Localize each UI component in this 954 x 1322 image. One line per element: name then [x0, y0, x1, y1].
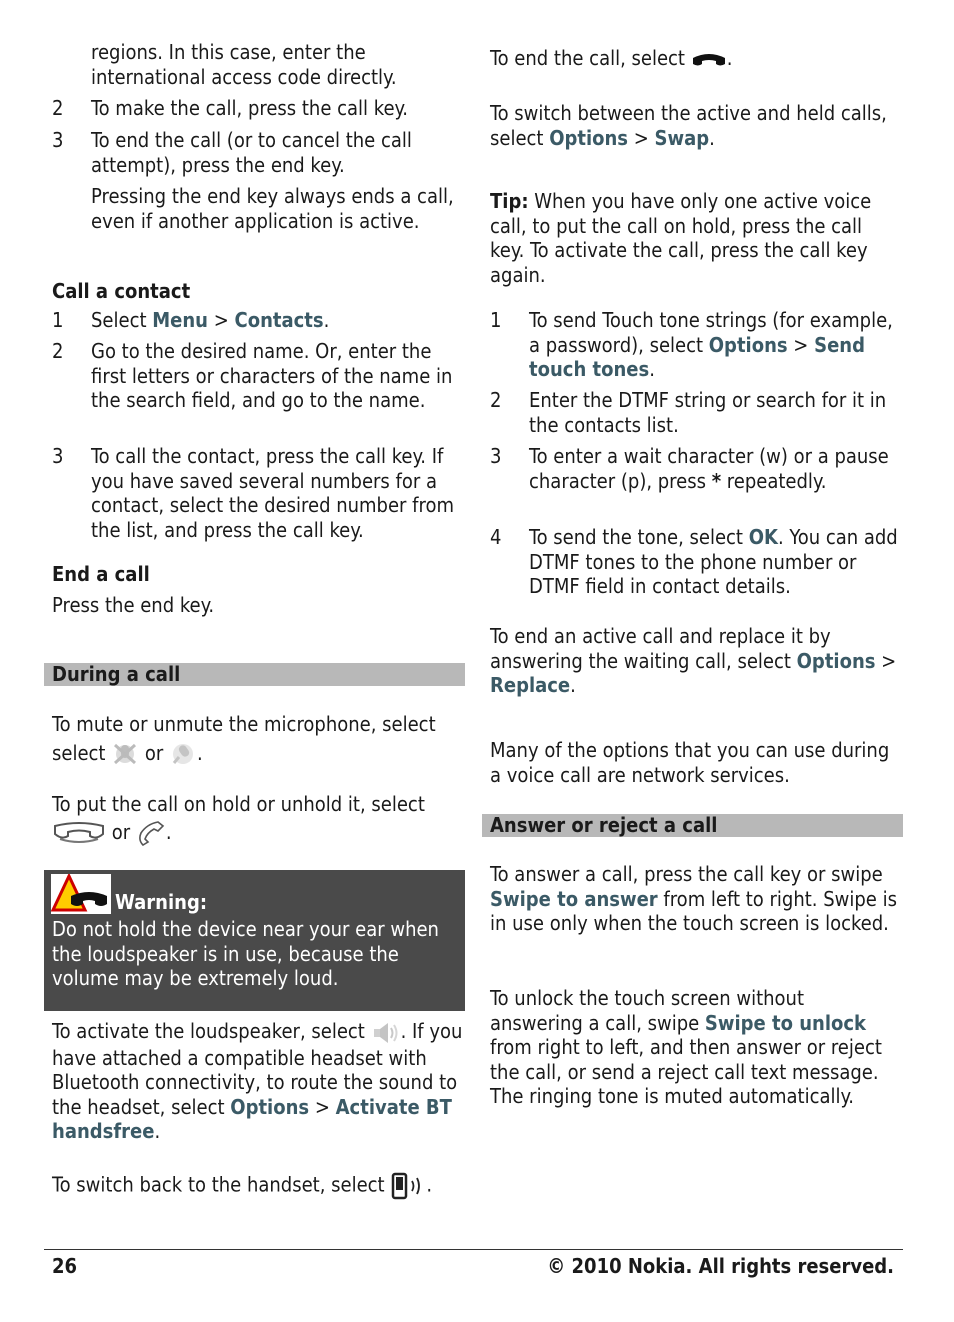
- ok-ref: OK: [748, 525, 778, 549]
- tip-label: Tip:: [490, 189, 529, 213]
- step-text: Go to the desired name. Or, enter the first letters or characters of the name in the search field, and go to the name.: [91, 339, 453, 412]
- end-call-text: Press the end key.: [52, 593, 215, 617]
- activate-bt-ref: Activate BT handsfree: [52, 1094, 452, 1143]
- handset-icon: [390, 1172, 426, 1200]
- section-bar-during-call: [44, 663, 465, 686]
- options-ref: Options: [230, 1094, 310, 1119]
- options-ref: Options: [549, 125, 629, 150]
- intro-continuation: regions. In this case, enter the international access code directly.: [91, 40, 397, 89]
- star-key: *: [711, 468, 722, 493]
- section-title: Answer or reject a call: [490, 813, 718, 837]
- section-bar-answer-reject: [482, 814, 903, 837]
- warning-icon: [51, 874, 111, 914]
- swipe-to-unlock-ref: Swipe to unlock: [704, 1010, 867, 1035]
- page-number: 26: [52, 1254, 78, 1278]
- loudspeaker-text: To activate the loudspeaker, select . If you have attached a compatible headset with Bluetooth connectivity, to route the sound to the headset, select Options > Activate BT handsfree.: [52, 1019, 463, 1143]
- list-item: [52, 444, 464, 542]
- note-text: Pressing the end key always ends a call, even if another application is active.: [91, 184, 454, 233]
- step-text: To make the call, press the call key.: [91, 96, 409, 120]
- warning-box: [44, 870, 465, 1011]
- handset-text: To switch back to the handset, select .: [52, 1172, 464, 1200]
- menu-ref: Menu: [152, 308, 208, 332]
- step-number: 4: [490, 525, 502, 549]
- list-item: [490, 444, 902, 493]
- list-item: [52, 96, 464, 121]
- footer-divider: [44, 1249, 903, 1250]
- step-number: 3: [490, 444, 502, 468]
- list-item: [490, 308, 902, 382]
- step-text: To end the call (or to cancel the call attempt), press the end key.: [91, 128, 412, 177]
- step-text: To send Touch tone strings (for example, a password), select Options > Send touch tones.: [529, 308, 893, 381]
- list-item: [490, 388, 902, 437]
- tip-text: Tip: When you have only one active voice call, to put the call on hold, press the call key. To activate the call, press the call key again.: [490, 189, 872, 287]
- list-item: [490, 525, 902, 599]
- hold-text: To put the call on hold or unhold it, select or .: [52, 792, 464, 846]
- step-number: 2: [52, 339, 64, 363]
- step-text: Enter the DTMF string or search for it in the contacts list.: [529, 388, 887, 437]
- unlock-text: To unlock the touch screen without answering a call, swipe Swipe to unlock from right to left, and then answer or reject the call, or send a reject call text message. The ringing tone is muted automatically.: [490, 986, 882, 1108]
- step-text: To enter a wait character (w) or a pause character (p), press * repeatedly.: [529, 444, 889, 493]
- unhold-call-icon: [136, 820, 166, 846]
- step-number: 3: [52, 444, 64, 468]
- step-text: To call the contact, press the call key. If you have saved several numbers for a contact, select the desired number from the list, and press the call key.: [91, 444, 454, 542]
- end-call-icon: [691, 50, 727, 70]
- list-item: [52, 339, 464, 413]
- mute-microphone-icon: [111, 741, 139, 767]
- unmute-microphone-icon: [169, 741, 197, 767]
- heading-call-contact: Call a contact: [52, 279, 191, 303]
- end-call-select-text: To end the call, select .: [490, 46, 733, 70]
- step-number: 2: [52, 96, 64, 120]
- section-title: During a call: [52, 662, 181, 686]
- swap-text: To switch between the active and held calls, select Options > Swap.: [490, 101, 887, 150]
- replace-ref: Replace: [490, 673, 571, 697]
- step-text: To send the tone, select OK. You can add DTMF tones to the phone number or DTMF field in contact details.: [529, 525, 898, 598]
- loudspeaker-icon: [371, 1020, 401, 1046]
- warning-text: Do not hold the device near your ear when the loudspeaker is in use, because the volume may be extremely loud.: [52, 917, 439, 990]
- copyright: © 2010 Nokia. All rights reserved.: [547, 1254, 894, 1278]
- options-ref: Options: [796, 648, 876, 673]
- list-item: [52, 308, 464, 333]
- step-number: 3: [52, 128, 64, 152]
- list-item: [52, 128, 464, 177]
- step-text: Select Menu > Contacts.: [91, 308, 330, 332]
- replace-text: To end an active call and replace it by answering the waiting call, select Options > Replace.: [490, 624, 897, 697]
- hold-call-icon: [52, 821, 106, 845]
- contacts-ref: Contacts: [234, 308, 324, 332]
- send-touch-tones-ref: Send touch tones: [529, 332, 865, 381]
- step-number: 1: [52, 308, 64, 332]
- step-number: 2: [490, 388, 502, 412]
- heading-end-call: End a call: [52, 562, 150, 586]
- swipe-to-answer-ref: Swipe to answer: [490, 886, 658, 911]
- network-services-text: Many of the options that you can use during a voice call are network services.: [490, 738, 890, 787]
- options-ref: Options: [708, 332, 788, 357]
- step-number: 1: [490, 308, 502, 332]
- warning-title: Warning:: [115, 890, 208, 914]
- answer-text: To answer a call, press the call key or swipe Swipe to answer from left to right. Swipe is in use only when the touch screen is locked.: [490, 862, 897, 935]
- mute-text: To mute or unmute the microphone, select select or .: [52, 712, 464, 767]
- swap-ref: Swap: [654, 125, 710, 150]
